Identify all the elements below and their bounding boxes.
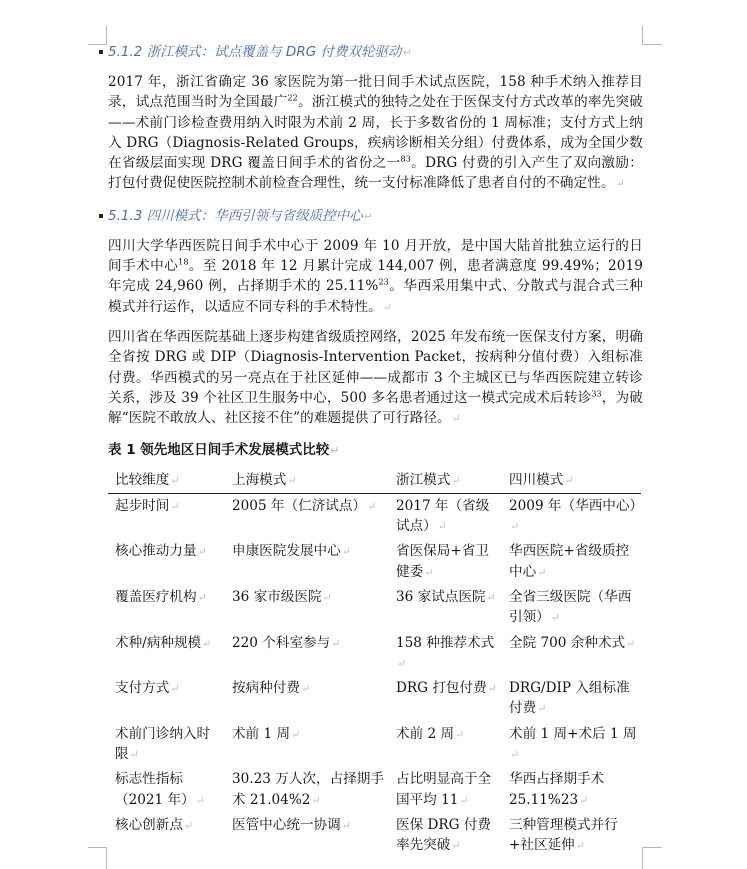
cell-mark-icon: ↵ xyxy=(129,748,139,762)
table-cell[interactable]: 华西占择期手术 25.11%23↵ xyxy=(509,771,605,808)
table-cell[interactable]: 30.23 万人次，占择期手术 21.04%2↵ xyxy=(232,771,384,808)
table-body xyxy=(108,493,644,858)
cell-mark-icon: ↵ xyxy=(397,656,407,670)
table-row-label-cell[interactable]: 标志性指标（2021 年）↵ xyxy=(115,771,205,808)
table-cell[interactable]: 158 种推荐术式↵ xyxy=(396,634,495,670)
citation-superscript: 83 xyxy=(400,154,411,164)
cell-mark-icon: ↵ xyxy=(510,520,520,534)
citation-superscript: 18 xyxy=(178,257,189,267)
cell-mark-icon: ↵ xyxy=(486,590,496,604)
table-header-row xyxy=(108,470,641,493)
crop-mark-bottom-right-h xyxy=(642,847,662,848)
paragraph-mark-icon: ↵ xyxy=(330,444,340,458)
cell-mark-icon: ↵ xyxy=(626,636,636,650)
table-row xyxy=(108,631,641,677)
table-row-label-cell[interactable]: 核心创新点↵ xyxy=(115,816,194,833)
cell-mark-icon: ↵ xyxy=(197,590,207,604)
table-row-label-cell[interactable]: 术种/病种规模↵ xyxy=(115,634,212,651)
table-cell[interactable]: 2017 年（省级试点）↵ xyxy=(396,497,490,535)
paragraph-text-run: 四川省在华西医院基础上逐步构建省级质控网络，2025 年发布统一医保支付方案，明确全省按 DRG 或 DIP（Diagnosis-Intervention Packet，按病种分值付费）入组标准付费。华西模式的另一亮点在于社区延伸——成都市 3 个主城区已与华西医院建立转诊关系，涉及 39 个社区卫生服务中心，500 多名患者通过这一模式完成术后转诊 xyxy=(108,328,643,406)
table-cell[interactable]: 术前 2 周↵ xyxy=(396,725,465,742)
table-header-cell[interactable]: 比较维度↵ xyxy=(108,470,225,493)
cell-mark-icon: ↵ xyxy=(183,818,194,832)
table-header-cell[interactable]: 四川模式↵ xyxy=(502,470,641,493)
table-cell[interactable]: 华西医院+省级质控中心↵ xyxy=(509,543,630,580)
table-cell[interactable]: 2005 年（仁济试点）↵ xyxy=(232,497,377,514)
paragraph-text-run: ，为破解“医院不敢放人、社区接不住”的难题提供了可行路径。 xyxy=(108,389,643,427)
cell-mark-icon: ↵ xyxy=(170,499,180,513)
table-caption xyxy=(108,439,643,462)
paragraph-text-run: 。浙江模式的独特之处在于医保支付方式改革的率先突破——术前门诊检查费用纳入时限为术前 2 周，长于多数省份的 1 周标准；支付方式上纳入 DRG（Diagnosis-Related Groups，疾病诊断相关分组）付费体系，成为全国少数在省级层面实现 DRG 覆盖日间手术的省份之一 xyxy=(108,94,643,172)
cell-mark-icon: ↵ xyxy=(455,727,465,741)
table-row-label-cell[interactable]: 支付方式↵ xyxy=(115,680,180,697)
table-cell[interactable]: 36 家市级医院↵ xyxy=(232,588,332,605)
citation-superscript: 23 xyxy=(378,277,389,287)
table-row xyxy=(108,767,641,813)
cell-mark-icon: ↵ xyxy=(170,682,180,696)
table-cell[interactable]: 按病种付费↵ xyxy=(232,680,311,697)
cell-mark-icon: ↵ xyxy=(341,818,351,832)
table-cell[interactable]: DRG 打包付费↵ xyxy=(396,680,497,697)
cell-mark-icon: ↵ xyxy=(579,793,589,807)
table-row xyxy=(108,585,641,631)
cell-mark-icon: ↵ xyxy=(487,682,497,696)
section-heading-text: 5.1.2 浙江模式：试点覆盖与 DRG 付费双轮驱动 xyxy=(108,44,402,60)
cell-mark-icon: ↵ xyxy=(451,839,461,853)
cell-mark-icon: ↵ xyxy=(550,611,560,625)
table-row-label-cell[interactable]: 起步时间↵ xyxy=(115,497,180,514)
paragraph-text-run: 。DRG 付费的引入产生了双向激励：打包付费促使医院控制术前检查合理性，统一支付标准降低了患者自付的不确定性。 xyxy=(108,155,643,192)
crop-mark-bottom-left-h xyxy=(88,847,107,848)
table-row-label-cell[interactable]: 术前门诊纳入时限↵ xyxy=(115,725,211,763)
cell-mark-icon: ↵ xyxy=(537,565,547,579)
crop-mark-top-left-v xyxy=(106,26,107,45)
table-cell[interactable]: 省医保局+省卫健委↵ xyxy=(396,543,489,580)
cell-mark-icon: ↵ xyxy=(437,520,447,534)
paragraph-text-run: 。至 2018 年 12 月累计完成 144,007 例，患者满意度 99.49%；2019 年完成 24,960 例，占择期手术的 25.11% xyxy=(108,258,643,295)
paragraph-mark-icon: ↵ xyxy=(451,412,462,426)
table-row xyxy=(108,539,641,585)
heading-bullet-icon xyxy=(99,50,103,54)
table-header-cell[interactable]: 上海模式↵ xyxy=(225,470,389,493)
cell-mark-icon: ↵ xyxy=(575,839,585,853)
section-heading-zhejiang[interactable] xyxy=(108,40,643,64)
section-heading-sichuan[interactable] xyxy=(108,204,643,228)
table-row-label-cell[interactable]: 核心推动力量↵ xyxy=(115,543,207,560)
table-row xyxy=(108,676,641,722)
document-body xyxy=(108,40,643,859)
cell-mark-icon: ↵ xyxy=(197,545,207,559)
cell-mark-icon: ↵ xyxy=(311,793,321,807)
cell-mark-icon: ↵ xyxy=(300,682,311,696)
table-cell[interactable]: 220 个科室参与↵ xyxy=(232,634,341,651)
crop-mark-bottom-left-v xyxy=(106,847,107,869)
cell-mark-icon: ↵ xyxy=(459,793,469,807)
cell-mark-icon: ↵ xyxy=(322,590,332,604)
crop-mark-top-left-h xyxy=(88,44,107,45)
cell-mark-icon: ↵ xyxy=(202,636,212,650)
cell-mark-icon: ↵ xyxy=(510,748,520,762)
table-caption-text: 表 1 领先地区日间手术发展模式比较 xyxy=(108,442,330,459)
table-row xyxy=(108,493,641,539)
table-cell[interactable]: 申康医院发展中心↵ xyxy=(232,543,351,560)
cell-mark-icon: ↵ xyxy=(291,727,301,741)
cell-mark-icon: ↵ xyxy=(331,636,341,650)
section-heading-text: 5.1.3 四川模式：华西引领与省级质控中心 xyxy=(108,207,363,224)
table-row xyxy=(108,813,641,859)
table-cell[interactable]: 占比明显高于全国平均 11↵ xyxy=(396,771,492,808)
table-cell[interactable]: 术前 1 周↵ xyxy=(232,725,301,742)
citation-superscript: 22 xyxy=(287,93,298,103)
table-cell[interactable]: 三种管理模式并行+社区延伸↵ xyxy=(509,816,618,854)
table-cell[interactable]: 医保 DRG 付费率先突破↵ xyxy=(396,816,492,854)
comparison-table xyxy=(108,470,644,858)
paragraph-text-run: 四川大学华西医院日间手术中心于 2009 年 10 月开放，是中国大陆首批独立运行的日间手术中心 xyxy=(108,237,643,275)
table-row xyxy=(108,722,641,768)
crop-mark-top-right-h xyxy=(642,44,662,45)
cell-mark-icon: ↵ xyxy=(537,702,547,716)
cell-mark-icon: ↵ xyxy=(195,793,205,807)
body-paragraph[interactable] xyxy=(108,236,643,318)
table-cell[interactable]: 36 家试点医院↵ xyxy=(396,588,496,605)
table-row-label-cell[interactable]: 覆盖医疗机构↵ xyxy=(115,588,207,605)
paragraph-mark-icon: ↵ xyxy=(402,46,412,59)
cell-mark-icon: ↵ xyxy=(424,565,434,579)
table-cell[interactable]: 医管中心统一协调↵ xyxy=(232,816,351,833)
body-paragraph[interactable] xyxy=(108,72,643,195)
paragraph-text-run: 。华西采用集中式、分散式与混合式三种模式并行运作，以适应不同专科的手术特性。 xyxy=(108,278,643,315)
cell-mark-icon: ↵ xyxy=(367,499,377,513)
citation-superscript: 33 xyxy=(591,389,602,399)
table-cell[interactable]: 全院 700 余种术式↵ xyxy=(509,634,636,651)
paragraph-mark-icon: ↵ xyxy=(382,300,393,314)
paragraph-mark-icon: ↵ xyxy=(615,177,625,191)
table-cell[interactable]: 全省三级医院（华西引领）↵ xyxy=(509,588,632,626)
heading-bullet-icon xyxy=(99,214,103,218)
paragraph-text-run: 2017 年，浙江省确定 36 家医院为第一批日间手术试点医院，158 种手术纳入推荐目录，试点范围当时为全国最广 xyxy=(108,74,643,111)
body-paragraph[interactable] xyxy=(108,327,643,429)
paragraph-mark-icon: ↵ xyxy=(363,209,373,223)
table-cell[interactable]: 2009 年（华西中心）↵ xyxy=(509,497,644,534)
table-cell[interactable]: DRG/DIP 入组标准付费↵ xyxy=(509,680,630,717)
table-header-cell[interactable]: 浙江模式↵ xyxy=(389,470,502,493)
table-cell[interactable]: 术前 1 周+术后 1 周↵ xyxy=(509,725,637,762)
cell-mark-icon: ↵ xyxy=(341,545,351,559)
